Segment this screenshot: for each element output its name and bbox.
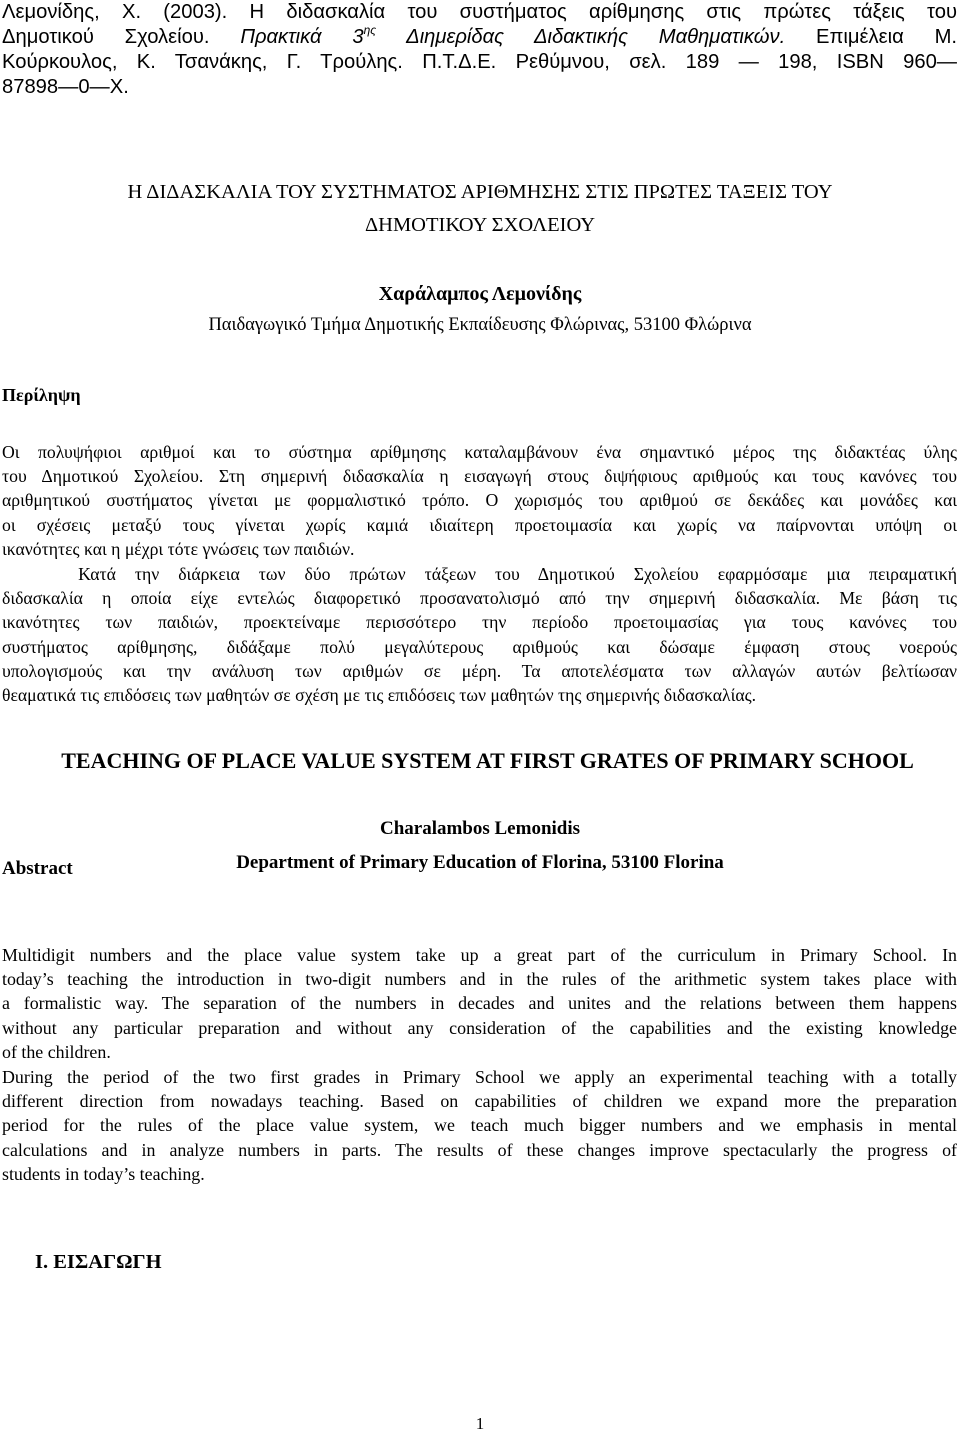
english-p2-line-4: calculations and in analyze numbers in parts. The results of these changes improve spectacularly the progress of [2, 1139, 957, 1160]
english-p2-line-2: different direction from nowadays teaching. Based on capabilities of children we expand more the preparation [2, 1091, 957, 1112]
english-author: Charalambos Lemonidis [379, 818, 581, 839]
greek-p1-line-3: αριθμητικού συστήματος γίνεται με φορμαλιστικό τρόπο. Ο χωρισμός του αριθμού σε δεκάδες και μονάδες και [2, 490, 957, 511]
greek-p1-line-1: Οι πολυψήφιοι αριθμοί και το σύστημα αρίθμησης καταλαμβάνουν ένα σημαντικό μέρος της διδακτέας ύλης [2, 442, 957, 462]
citation-line-2-italic-post: Διημερίδας Διδακτικής Μαθηματικών. [376, 26, 786, 48]
citation-block [2, 0, 957, 100]
english-affiliation: Department of Primary Education of Florina, 53100 Florina [236, 852, 724, 873]
citation-line-2-pre: Δημοτικού Σχολείου. [2, 26, 241, 48]
greek-p1-line-5: ικανότητες και η μέχρι τότε γνώσεις των παιδιών. [2, 538, 355, 559]
greek-title-line-2: ΔΗΜΟΤΙΚΟΥ ΣΧΟΛΕΙΟΥ [364, 214, 596, 236]
greek-p1-line-4: οι σχέσεις μεταξύ τους γίνεται χωρίς καμιά ιδιαίτερη προετοιμασία και χωρίς να παίρνονται υπόψη οι [2, 514, 957, 535]
greek-p2-line-2: διδασκαλία η οποία είχε εντελώς διαφορετικό προσανατολισμό από την σημερινή διδασκαλία. Με βάση τις [2, 588, 957, 609]
citation-line-2 [2, 25, 957, 50]
greek-p2-line-3: ικανότητες των παιδιών, προεκτείναμε περισσότερο την περίοδο προετοιμασίας για τους κανόνες του [2, 612, 957, 633]
english-p2-line-5: students in today’s teaching. [2, 1163, 205, 1184]
greek-abstract-paragraph-2 [2, 562, 957, 707]
greek-affiliation: Παιδαγωγικό Τμήμα Δημοτικής Εκπαίδευσης Φλώρινας, 53100 Φλώρινα [208, 315, 752, 335]
citation-proceedings-italic [240, 23, 786, 48]
english-abstract-paragraph-2 [2, 1065, 957, 1186]
greek-p1-line-2: του Δημοτικού Σχολείου. Στη σημερινή διδασκαλία η εισαγωγή στους διψήφιους αριθμούς και τους κανόνες του [2, 466, 957, 487]
english-p1-line-1: Multidigit numbers and the place value system take up a great part of the curriculum in Primary School. In [2, 945, 957, 965]
english-abstract-paragraph-1 [2, 943, 957, 1064]
english-p2-line-1: During the period of the two first grades in Primary School we apply an experimental teaching with a totally [2, 1067, 957, 1087]
greek-title [0, 176, 960, 242]
citation-line-2-post: Επιμέλεια Μ. [785, 26, 958, 48]
greek-title-line-1: Η ΔΙΔΑΣΚΑΛΙΑ ΤΟΥ ΣΥΣΤΗΜΑΤΟΣ ΑΡΙΘΜΗΣΗΣ ΣΤΙΣ ΠΡΩΤΕΣ ΤΑΞΕΙΣ ΤΟΥ [127, 181, 833, 203]
greek-p2-line-5: υπολογισμούς και την ανάλυση των αριθμών σε μέρη. Τα αποτελέσματα των αλλαγών αυτών βελτίωσαν [2, 660, 957, 681]
greek-author: Χαράλαμπος Λεμονίδης [378, 283, 582, 305]
greek-p2-line-4: συστήματος αρίθμησης, διδάξαμε πολύ μεγαλύτερους αριθμούς και δώσαμε έμφαση στους νοερούς [2, 636, 957, 657]
greek-p2-line-1: Κατά την διάρκεια των δύο πρώτων τάξεων του Δημοτικού Σχολείου εφαρμόσαμε μια πειραματική [2, 564, 957, 584]
citation-line-4: 87898—0—Χ. [2, 76, 129, 98]
greek-p2-line-6: θεαματικά τις επιδόσεις των μαθητών σε σχέση με τις επιδόσεις των μαθητών της σημερινής διδασκαλίας. [2, 685, 757, 706]
citation-superscript: ης [363, 23, 377, 37]
citation-line-1: Λεμονίδης, Χ. (2003). Η διδασκαλία του συστήματος αρίθμησης στις πρώτες τάξεις του [2, 1, 957, 23]
english-p1-line-2: today’s teaching the introduction in two-digit numbers and in the rules of the arithmetic system takes place with [2, 969, 957, 990]
english-p2-line-3: period for the rules of the place value system, we teach much bigger numbers and we emphasis in mental [2, 1115, 957, 1136]
english-p1-line-3: a formalistic way. The separation of the numbers in decades and unites and the relations between them happens [2, 993, 957, 1014]
citation-line-3: Κούρκουλος, Κ. Τσανάκης, Γ. Τρούλης. Π.Τ.Δ.Ε. Ρεθύμνου, σελ. 189 — 198, ISBN 960— [2, 51, 957, 73]
section-heading-introduction: Ι. ΕΙΣΑΓΩΓΗ [35, 1251, 162, 1273]
english-p1-line-4: without any particular preparation and without any consideration of the capabilities and the existing knowledge [2, 1017, 957, 1038]
citation-line-2-italic-pre: Πρακτικά 3 [240, 26, 364, 48]
english-abstract-heading: Abstract [2, 858, 73, 879]
english-title: TEACHING OF PLACE VALUE SYSTEM AT FIRST GRATES OF PRIMARY SCHOOL [61, 748, 914, 773]
page-number: 1 [475, 1414, 485, 1433]
greek-abstract-paragraph-1 [2, 440, 957, 561]
greek-abstract-heading: Περίληψη [2, 385, 81, 405]
english-p1-line-5: of the children. [2, 1041, 111, 1062]
